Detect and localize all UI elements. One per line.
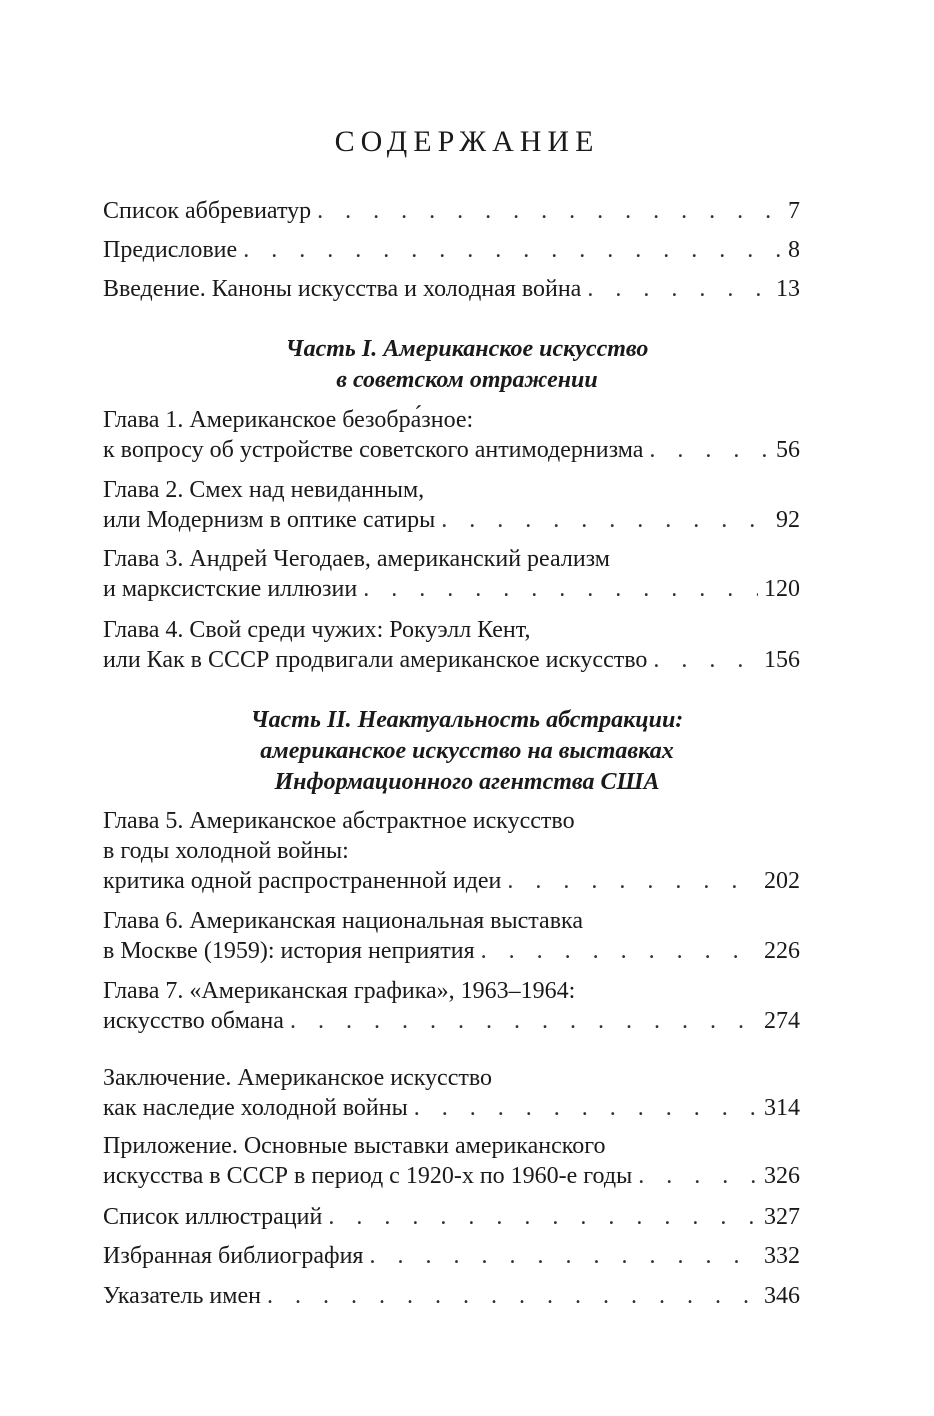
leader-dots	[267, 1281, 758, 1311]
page-number: 332	[764, 1243, 800, 1269]
part-heading-line: в советском отражении	[336, 367, 598, 393]
toc-entry-conclusion	[103, 1063, 800, 1123]
entry-title: искусства в СССР в период с 1920-х по 1960-е годы	[103, 1163, 633, 1189]
leader-dots	[653, 645, 758, 675]
toc-entry-chapter-2	[103, 475, 800, 535]
page-number: 120	[764, 576, 800, 602]
toc-entry-illustrations	[103, 1202, 800, 1232]
page-number: 346	[764, 1283, 800, 1309]
page-number: 8	[788, 237, 800, 263]
leader-dots	[317, 196, 782, 226]
leader-dots	[290, 1006, 758, 1036]
toc-entry-chapter-1	[103, 405, 800, 465]
toc-entry-bibliography	[103, 1241, 800, 1271]
entry-title-line: Глава 7. «Американская графика», 1963–1964:	[103, 978, 576, 1004]
page-number: 326	[764, 1163, 800, 1189]
toc-entry-chapter-5	[103, 806, 800, 896]
entry-title: Предисловие	[103, 237, 238, 263]
page-number: 92	[776, 507, 800, 533]
entry-title-line: Приложение. Основные выставки американского	[103, 1133, 606, 1159]
entry-title: и марксистские иллюзии	[103, 576, 358, 602]
entry-title-line: в годы холодной войны:	[103, 838, 349, 864]
toc-entry-appendix	[103, 1131, 800, 1191]
entry-title: Избранная библиография	[103, 1243, 364, 1269]
part-heading-line: Часть I. Американское искусство	[285, 336, 649, 362]
part-heading-line: Часть II. Неактуальность абстракции:	[250, 707, 684, 733]
entry-title-line: Заключение. Американское искусство	[103, 1065, 493, 1091]
leader-dots	[638, 1161, 758, 1191]
entry-title-line: Глава 5. Американское абстрактное искусство	[103, 808, 575, 834]
leader-dots	[328, 1202, 758, 1232]
toc-entry-preface	[103, 235, 800, 265]
entry-title-line: Глава 1. Американское безобра́зное:	[103, 407, 474, 433]
toc-entry-introduction	[103, 274, 800, 304]
leader-dots	[441, 505, 770, 535]
entry-title: или Модернизм в оптике сатиры	[103, 507, 436, 533]
leader-dots	[587, 274, 770, 304]
leader-dots	[363, 574, 758, 604]
page-number: 327	[764, 1204, 800, 1230]
page-number: 13	[776, 276, 800, 302]
part-2-heading	[0, 705, 934, 798]
entry-title: искусство обмана	[103, 1008, 284, 1034]
entry-title: в Москве (1959): история неприятия	[103, 938, 475, 964]
leader-dots	[243, 235, 782, 265]
entry-title: Список иллюстраций	[103, 1204, 323, 1230]
entry-title-line: Глава 4. Свой среди чужих: Рокуэлл Кент,	[103, 617, 531, 643]
leader-dots	[369, 1241, 758, 1271]
leader-dots	[414, 1093, 758, 1123]
page-number: 274	[764, 1008, 800, 1034]
entry-title: Список аббревиатур	[103, 198, 312, 224]
entry-title: как наследие холодной войны	[103, 1095, 408, 1121]
toc-entry-chapter-4	[103, 615, 800, 675]
page-number: 56	[776, 437, 800, 463]
page-number: 226	[764, 938, 800, 964]
toc-entry-index	[103, 1281, 800, 1311]
entry-title: критика одной распространенной идеи	[103, 868, 502, 894]
part-heading-line: Информационного агентства США	[274, 769, 660, 795]
page-number: 202	[764, 868, 800, 894]
toc-entry-chapter-6	[103, 906, 800, 966]
part-heading-line: американское искусство на выставках	[260, 738, 674, 764]
page-number: 314	[764, 1095, 800, 1121]
entry-title: или Как в СССР продвигали американское искусство	[103, 647, 648, 673]
toc-entry-chapter-7	[103, 976, 800, 1036]
entry-title: к вопросу об устройстве советского антимодернизма	[103, 437, 644, 463]
entry-title-line: Глава 6. Американская национальная выставка	[103, 908, 583, 934]
toc-entry-abbreviations	[103, 196, 800, 226]
entry-title-line: Глава 2. Смех над невиданным,	[103, 477, 425, 503]
leader-dots	[649, 435, 770, 465]
toc-entry-chapter-3	[103, 544, 800, 604]
entry-title: Указатель имен	[103, 1283, 261, 1309]
leader-dots	[507, 866, 758, 896]
page-number: 156	[764, 647, 800, 673]
part-1-heading	[0, 334, 934, 396]
entry-title-line: Глава 3. Андрей Чегодаев, американский реализм	[103, 546, 610, 572]
page-number: 7	[788, 198, 800, 224]
page-title: СОДЕРЖАНИЕ	[334, 125, 600, 158]
entry-title: Введение. Каноны искусства и холодная война	[103, 276, 582, 302]
leader-dots	[481, 936, 758, 966]
